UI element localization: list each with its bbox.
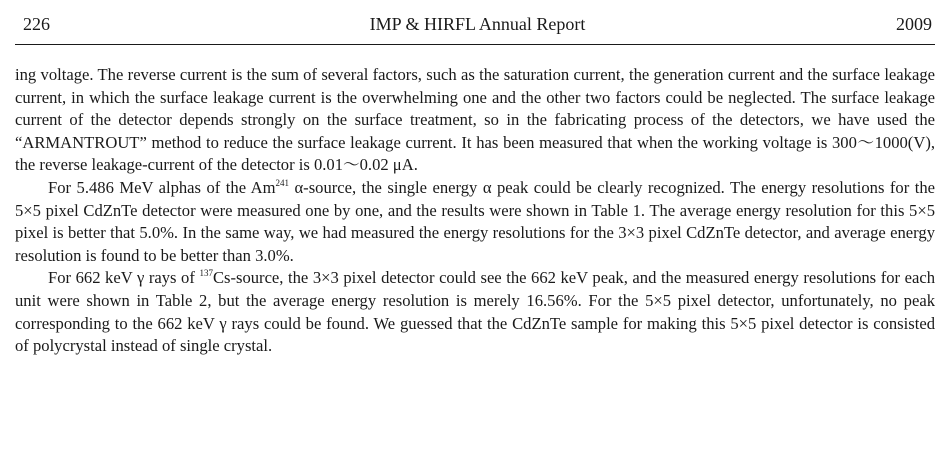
report-year: 2009: [896, 14, 932, 34]
header-rule: [15, 44, 935, 45]
body-text: [15, 64, 935, 358]
running-header: [23, 10, 932, 38]
alpha-text-start: For 5.486 MeV alphas of the Am: [48, 177, 276, 197]
page-number: 226: [23, 14, 50, 34]
paragraph-leakage-current: ing voltage. The reverse current is the sum of several factors, such as the saturation current, the generation current and the surface leakage current, in which the surface leakage current is the overwhelming one and the other two factors could be neglected. The surface leakage current of the detector depends strongly on the surface treatment, so in the fabricating process of the detectors, we have used the “ARMANTROUT” method to reduce the surface leakage current. It has been measured that when the working voltage is 300～1000(V), the reverse leakage-current of the detector is 0.01～0.02 μA.: [15, 65, 935, 175]
journal-title: IMP & HIRFL Annual Report: [369, 14, 586, 34]
gamma-text-end: Cs-source, the 3×3 pixel detector could see the 662 keV peak, and the measured energy resolutions for each unit were shown in Table 2, but the average energy resolution is merely 16.56%. For the 5×5 pixel detector, unfortunately, no peak corresponding to the 662 keV γ rays could be found. We guessed that the CdZnTe sample for making this 5×5 pixel detector is consisted of polycrystal instead of single crystal.: [15, 268, 935, 356]
cs-mass-number: 137: [199, 268, 213, 279]
am-mass-number: 241: [275, 177, 290, 188]
alpha-text-end: α-source, the single energy α peak could be clearly recognized. The energy resolutions for the 5×5 pixel CdZnTe detector were measured one by one, and the results were shown in Table 1. The average energy resolution for this 5×5 pixel is better that 5.0%. In the same way, we had measured the energy resolutions for the 3×3 pixel CdZnTe detector, and average energy resolution is found to be better than 3.0%.: [15, 177, 935, 265]
paragraph-gamma-resolution: [15, 267, 935, 357]
gamma-text-start: For 662 keV γ rays of: [48, 268, 200, 288]
paragraph-alpha-resolution: [15, 177, 935, 267]
